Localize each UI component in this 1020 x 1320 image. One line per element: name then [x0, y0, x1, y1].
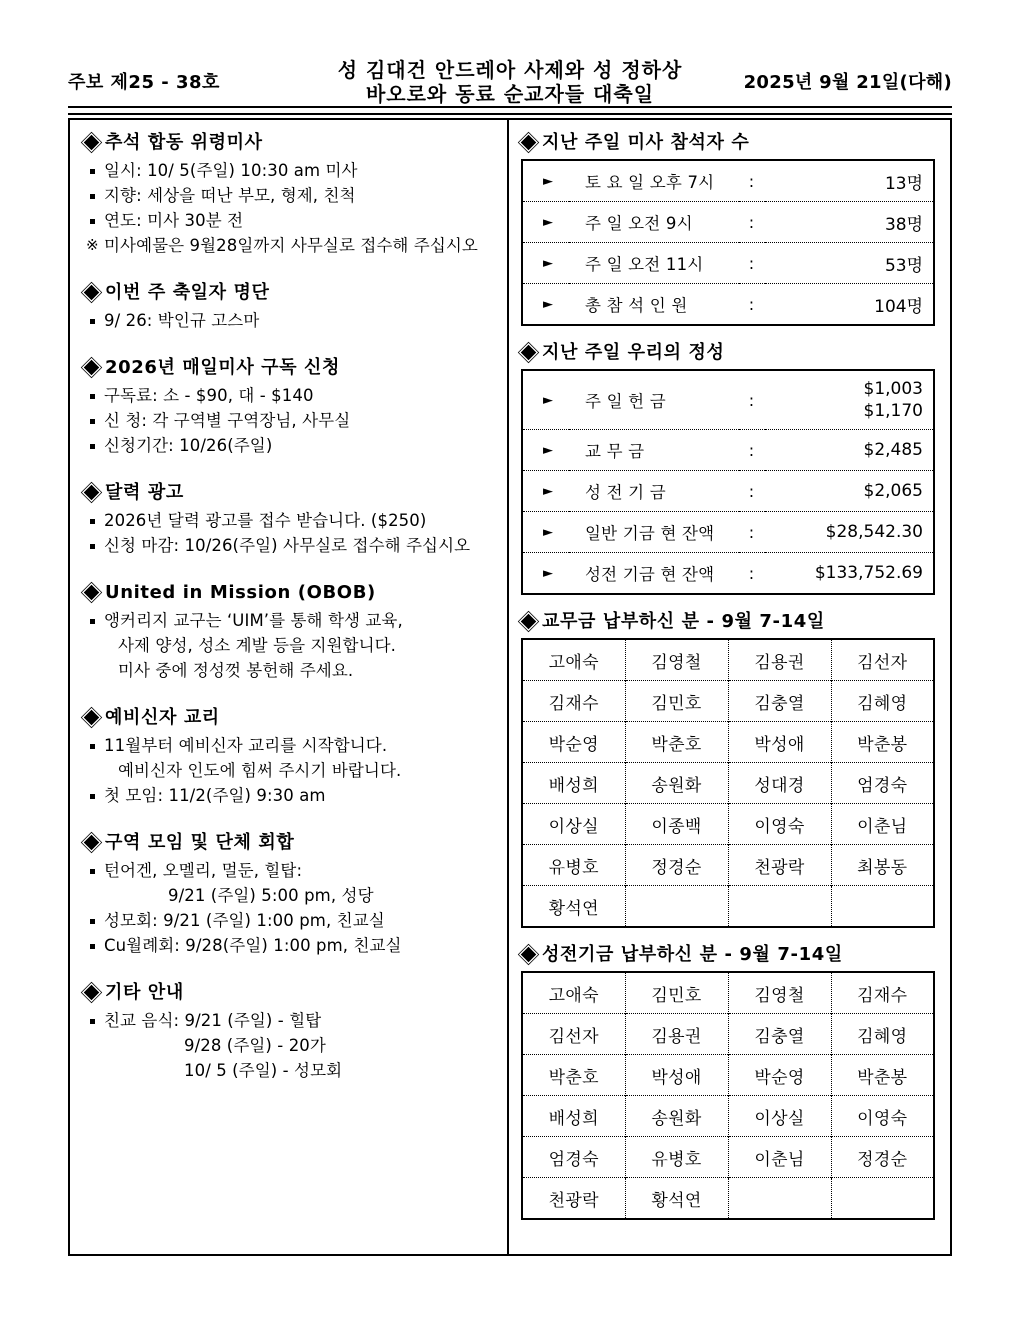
bullet-line: 신청기간: 10/26(주일): [84, 433, 497, 458]
table-row: [522, 1178, 934, 1220]
diamond-icon: [521, 947, 536, 962]
left-section: [84, 480, 497, 558]
section-spacer: [84, 808, 497, 830]
row-label: 성전 기금 현 잔액: [569, 553, 739, 595]
section-title: 구역 모임 및 단체 회합: [105, 832, 295, 853]
diamond-icon: [84, 485, 99, 500]
bullet-line: 11월부터 예비신자 교리를 시작합니다.: [84, 733, 497, 758]
section-title-row: [84, 130, 497, 156]
diamond-icon: [521, 614, 536, 629]
section-title-row: [84, 580, 497, 606]
bullet-line: 친교 음식: 9/21 (주일) - 힐탑: [84, 1008, 497, 1033]
row-label: 성 전 기 금: [569, 471, 739, 512]
donor-name-cell: [728, 886, 831, 928]
section-dues-donors: [521, 609, 938, 928]
bulletin-date: 2025년 9월 21일(다해): [743, 72, 952, 93]
bullet-line: 사제 양성, 성소 계발 등을 지원합니다.: [118, 636, 396, 655]
bullet-line: Cu월례회: 9/28(주일) 1:00 pm, 친교실: [84, 933, 497, 958]
row-value: $2,485: [765, 430, 935, 471]
table-row: [522, 681, 934, 722]
donor-name-cell: 박순영: [522, 722, 625, 763]
donor-name-cell: 김혜영: [831, 681, 934, 722]
section-offering: [521, 340, 938, 595]
section-spacer: [84, 958, 497, 980]
left-section: [84, 355, 497, 458]
bullet-line: 신청 마감: 10/26(주일) 사무실로 접수해 주십시오: [84, 533, 497, 558]
row-label: 주 일 오전 9시: [569, 202, 739, 243]
table-row: [522, 1014, 934, 1055]
section-spacer: [84, 258, 497, 280]
content-frame: [68, 118, 952, 1256]
section-title-row: [84, 355, 497, 381]
arrow-icon: ►: [543, 173, 553, 189]
donor-name-cell: 황석연: [522, 886, 625, 928]
colon-separator: :: [739, 512, 765, 553]
bullet-line: 지향: 세상을 떠난 부모, 형제, 친척: [84, 183, 497, 208]
row-label: 주 일 헌 금: [585, 392, 666, 411]
left-section: [84, 705, 497, 808]
donor-name-cell: 고애숙: [548, 985, 599, 1006]
building-donors-title: 성전기금 납부하신 분 - 9월 7-14일: [542, 944, 843, 965]
donor-name-cell: 박춘호: [522, 1055, 625, 1096]
donor-name-cell: 정경순: [831, 1137, 934, 1178]
colon-separator: :: [748, 171, 755, 191]
section-title-row: [84, 480, 497, 506]
section-title: 기타 안내: [105, 982, 184, 1003]
left-section: [84, 280, 497, 333]
diamond-icon: [84, 285, 99, 300]
section-spacer: [84, 683, 497, 705]
bullet-line: 앵커리지 교구는 ‘UIM’를 통해 학생 교육,: [84, 608, 497, 633]
dues-donors-title-row: [521, 609, 938, 635]
donor-name-cell: 천광락: [522, 1178, 625, 1220]
donor-name-cell: 이상실: [728, 1096, 831, 1137]
arrow-icon: ►: [522, 243, 569, 284]
bullet-line: 신 청: 각 구역별 구역장님, 사무실: [84, 408, 497, 433]
issue-number: 주보 제25 - 38호: [68, 72, 220, 93]
donor-name-cell: 엄경숙: [831, 763, 934, 804]
bullet-line: 미사 중에 정성껏 봉헌해 주세요.: [118, 661, 354, 680]
section-title-row: [84, 980, 497, 1006]
donor-name-cell: 박춘호: [625, 722, 728, 763]
left-section: [84, 830, 497, 958]
donor-name-cell: [831, 1178, 934, 1220]
section-title-row: [84, 830, 497, 856]
offering-title-row: [521, 340, 938, 366]
colon-separator: :: [739, 471, 765, 512]
table-row: [522, 763, 934, 804]
dues-donors-table: [521, 638, 935, 928]
colon-separator: :: [739, 553, 765, 595]
donor-name-cell: 김민호: [625, 972, 728, 1014]
donor-name-cell: 이영숙: [728, 804, 831, 845]
row-value: 104명: [765, 284, 935, 326]
donor-name-cell: 성대경: [728, 763, 831, 804]
row-label: 토 요 일 오후 7시: [585, 173, 715, 192]
donor-name-cell: 김선자: [831, 639, 934, 681]
arrow-icon: ►: [522, 471, 569, 512]
section-spacer: [84, 333, 497, 355]
donor-name-cell: 김영철: [625, 639, 728, 681]
left-section: [84, 130, 497, 258]
donor-name-cell: 송원화: [625, 763, 728, 804]
donor-name-cell: 박성애: [625, 1055, 728, 1096]
donor-name-cell: 김혜영: [831, 1014, 934, 1055]
colon-separator: :: [748, 390, 755, 410]
table-row: [522, 512, 934, 553]
donor-name-cell: 박춘봉: [831, 722, 934, 763]
table-row: [522, 160, 934, 202]
section-spacer: [84, 558, 497, 580]
row-value: $2,065: [765, 471, 935, 512]
donor-name-cell: 황석연: [625, 1178, 728, 1220]
donor-name-cell: 유병호: [522, 845, 625, 886]
row-value: 53명: [765, 243, 935, 284]
donor-name-cell: [728, 1178, 831, 1220]
row-label: 총 참 석 인 원: [569, 284, 739, 326]
arrow-icon: ►: [543, 392, 553, 408]
donor-name-cell: 천광락: [728, 845, 831, 886]
table-row: [522, 284, 934, 326]
table-row: [522, 804, 934, 845]
section-title: 이번 주 축일자 명단: [105, 282, 270, 303]
donor-name-cell: 이춘님: [728, 1137, 831, 1178]
donor-name-cell: 김영철: [728, 972, 831, 1014]
bullet-line: 9/28 (주일) - 20가: [184, 1036, 326, 1055]
attendance-title: 지난 주일 미사 참석자 수: [542, 132, 750, 153]
attendance-title-row: [521, 130, 938, 156]
bulletin-header: [68, 58, 952, 106]
diamond-icon: [521, 135, 536, 150]
offering-table: [521, 369, 935, 595]
donor-name-cell: 박성애: [728, 722, 831, 763]
attendance-table: [521, 159, 935, 326]
colon-separator: :: [739, 202, 765, 243]
row-value: 13명: [884, 173, 923, 194]
note-line: ※ 미사예물은 9월28일까지 사무실로 접수해 주십시오: [84, 233, 497, 258]
building-donors-title-row: [521, 942, 938, 968]
bullet-line: 턴어겐, 오멜리, 멀둔, 힐탑:: [84, 858, 497, 883]
donor-name-cell: 김용권: [625, 1014, 728, 1055]
donor-name-cell: 엄경숙: [522, 1137, 625, 1178]
building-donors-table: [521, 971, 935, 1220]
left-section: [84, 580, 497, 683]
bullet-line: 성모회: 9/21 (주일) 1:00 pm, 친교실: [84, 908, 497, 933]
table-row: [522, 430, 934, 471]
donor-name-cell: [625, 886, 728, 928]
donor-name-cell: 이종백: [625, 804, 728, 845]
bullet-line: 10/ 5 (주일) - 성모회: [184, 1061, 343, 1080]
donor-name-cell: 박춘봉: [831, 1055, 934, 1096]
feast-title-line1: 성 김대건 안드레아 사제와 성 정하상: [337, 58, 683, 82]
bullet-line: 예비신자 인도에 힘써 주시기 바랍니다.: [118, 761, 402, 780]
donor-name-cell: 김충열: [728, 1014, 831, 1055]
table-row: [522, 722, 934, 763]
donor-name-cell: 고애숙: [548, 652, 599, 673]
bullet-line: 첫 모임: 11/2(주일) 9:30 am: [84, 783, 497, 808]
section-title: 추석 합동 위령미사: [105, 132, 263, 153]
arrow-icon: ►: [522, 202, 569, 243]
arrow-icon: ►: [522, 284, 569, 326]
row-label: 교 무 금: [569, 430, 739, 471]
diamond-icon: [84, 360, 99, 375]
feast-title-line2: 바오로와 동료 순교자들 대축일: [365, 82, 655, 106]
diamond-icon: [84, 585, 99, 600]
donor-name-cell: 이춘님: [831, 804, 934, 845]
table-row: [522, 639, 934, 681]
row-value: $133,752.69: [765, 553, 935, 595]
arrow-icon: ►: [522, 430, 569, 471]
offering-title: 지난 주일 우리의 정성: [542, 342, 725, 363]
row-value-primary: $1,003: [863, 379, 923, 399]
table-row: [522, 1137, 934, 1178]
row-value: $28,542.30: [765, 512, 935, 553]
section-title: United in Mission (OBOB): [105, 582, 376, 603]
arrow-icon: ►: [522, 553, 569, 595]
donor-name-cell: 최봉동: [831, 845, 934, 886]
dues-donors-title: 교무금 납부하신 분 - 9월 7-14일: [542, 611, 825, 632]
donor-name-cell: 김민호: [625, 681, 728, 722]
table-row: [522, 243, 934, 284]
row-label: 일반 기금 현 잔액: [569, 512, 739, 553]
donor-name-cell: 김재수: [831, 972, 934, 1014]
diamond-icon: [84, 710, 99, 725]
diamond-icon: [84, 835, 99, 850]
section-title: 예비신자 교리: [105, 707, 220, 728]
colon-separator: :: [739, 284, 765, 326]
header-divider-rule: [68, 106, 952, 115]
row-label: 주 일 오전 11시: [569, 243, 739, 284]
section-title-row: [84, 280, 497, 306]
table-row: [522, 1055, 934, 1096]
bullet-line: 9/ 26: 박인규 고스마: [84, 308, 497, 333]
section-title-row: [84, 705, 497, 731]
donor-name-cell: 김재수: [522, 681, 625, 722]
bullet-line: 2026년 달력 광고를 접수 받습니다. ($250): [84, 508, 497, 533]
donor-name-cell: 배성희: [522, 763, 625, 804]
section-title: 2026년 매일미사 구독 신청: [105, 357, 340, 378]
table-row: [522, 972, 934, 1014]
bullet-line: 연도: 미사 30분 전: [84, 208, 497, 233]
donor-name-cell: 김선자: [522, 1014, 625, 1055]
donor-name-cell: [831, 886, 934, 928]
row-value: 38명: [765, 202, 935, 243]
bullet-line: 9/21 (주일) 5:00 pm, 성당: [168, 886, 374, 905]
table-row: [522, 886, 934, 928]
row-value-secondary: $1,170: [863, 401, 923, 421]
left-column: [70, 120, 507, 1083]
bullet-line: 구독료: 소 - $90, 대 - $140: [84, 383, 497, 408]
table-row: [522, 553, 934, 595]
table-row: [522, 1096, 934, 1137]
arrow-icon: ►: [522, 512, 569, 553]
section-title: 달력 광고: [105, 482, 184, 503]
section-building-donors: [521, 942, 938, 1220]
table-row: [522, 370, 934, 430]
section-spacer: [84, 458, 497, 480]
donor-name-cell: 이상실: [522, 804, 625, 845]
colon-separator: :: [739, 243, 765, 284]
donor-name-cell: 김충열: [728, 681, 831, 722]
left-section: [84, 980, 497, 1083]
donor-name-cell: 송원화: [625, 1096, 728, 1137]
diamond-icon: [521, 345, 536, 360]
donor-name-cell: 배성희: [522, 1096, 625, 1137]
donor-name-cell: 김용권: [728, 639, 831, 681]
donor-name-cell: 박순영: [728, 1055, 831, 1096]
donor-name-cell: 유병호: [625, 1137, 728, 1178]
table-row: [522, 845, 934, 886]
donor-name-cell: 이영숙: [831, 1096, 934, 1137]
diamond-icon: [84, 985, 99, 1000]
donor-name-cell: 정경순: [625, 845, 728, 886]
section-attendance: [521, 130, 938, 326]
table-row: [522, 471, 934, 512]
bullet-line: 일시: 10/ 5(주일) 10:30 am 미사: [84, 158, 497, 183]
row-value: [765, 370, 935, 430]
table-row: [522, 202, 934, 243]
right-column: [509, 120, 950, 1234]
diamond-icon: [84, 135, 99, 150]
colon-separator: :: [739, 430, 765, 471]
